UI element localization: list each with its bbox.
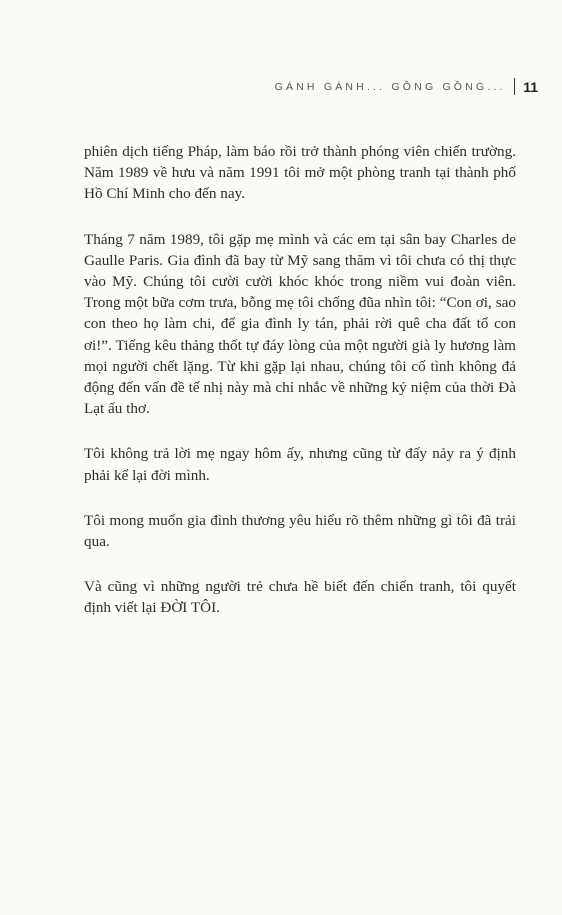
running-header [275,78,538,95]
paragraph-1: phiên dịch tiếng Pháp, làm báo rồi trở thành phóng viên chiến trường. Năm 1989 về hưu và năm 1991 tôi mở một phòng tranh tại thành phố Hồ Chí Minh cho đến nay. [84,143,516,203]
page-number: 11 [523,78,538,95]
paragraph-4: Tôi mong muốn gia đình thương yêu hiểu rõ thêm những gì tôi đã trải qua. [84,511,516,551]
paragraph-5: Và cũng vì những người trẻ chưa hề biết đến chiến tranh, tôi quyết định viết lại ĐỜI TÔI. [84,578,516,617]
header-divider [514,78,516,95]
body-text [84,141,516,619]
running-title: GÁNH GÁNH... GỒNG GỒNG... [274,80,506,93]
paragraph-3: Tôi không trả lời mẹ ngay hôm ấy, nhưng cũng từ đấy nảy ra ý định phải kể lại đời mình. [84,445,516,484]
paragraph-2: Tháng 7 năm 1989, tôi gặp mẹ mình và các em tại sân bay Charles de Gaulle Paris. Gia đình đã bay từ Mỹ sang thăm vì tôi chưa có thị thực vào Mỹ. Chúng tôi cười cười khóc khóc trong niềm vui đoàn viên. Trong một bữa cơm trưa, bỗng mẹ tôi chống đũa nhìn tôi: “Con ơi, sao con theo họ làm chi, để gia đình ly tán, phải rời quê cha đất tổ con ơi!”. Tiếng kêu thảng thốt tự đáy lòng của một người già ly hương làm mọi người chết lặng. Từ khi gặp lại nhau, chúng tôi cố tình không đả động đến vấn đề tế nhị này mà chỉ nhắc về những kỷ niệm của thời Đà Lạt ấu thơ. [84,230,516,418]
